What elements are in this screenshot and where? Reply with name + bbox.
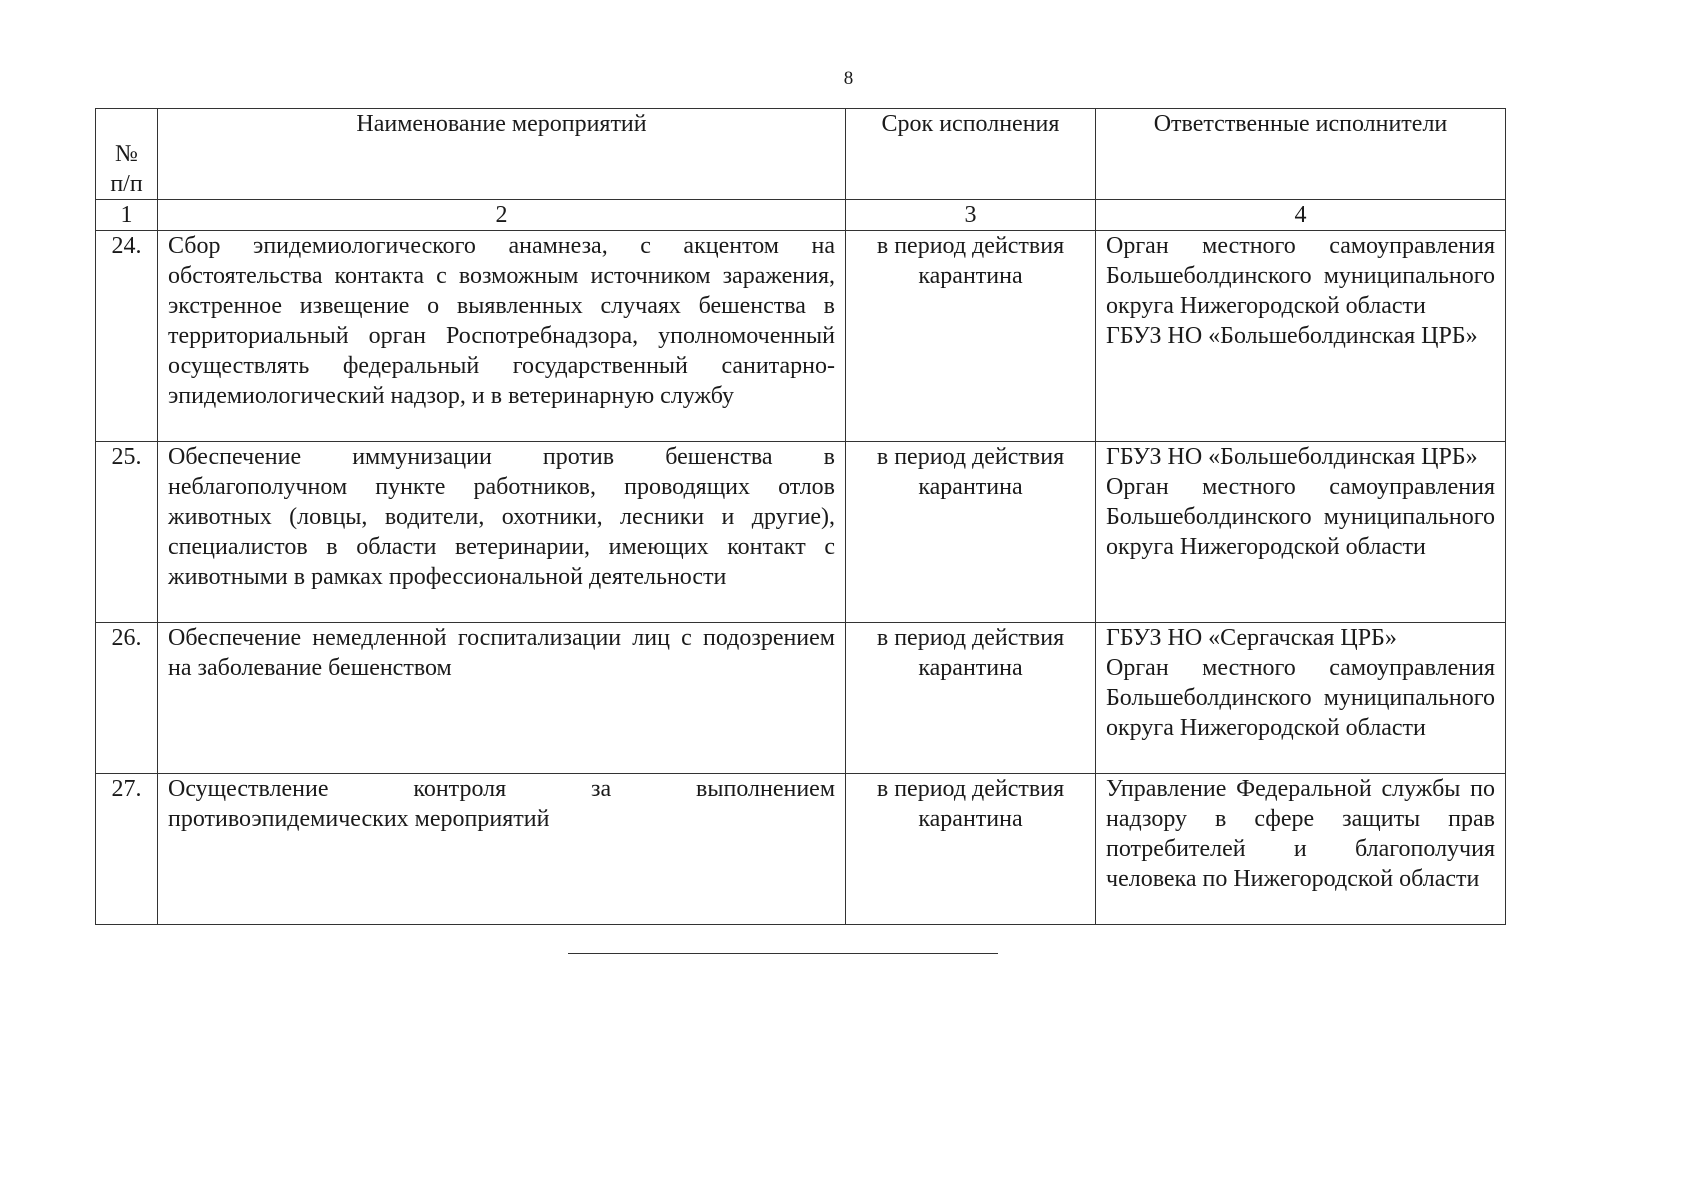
row-number: 26. bbox=[96, 623, 158, 774]
header-responsible: Ответственные исполнители bbox=[1096, 109, 1506, 200]
responsible-executor: ГБУЗ НО «Большеболдинская ЦРБ» bbox=[1106, 323, 1478, 349]
responsible-executor: Орган местного самоуправления Большеболдинского муниципального округа Нижегородской области bbox=[1106, 655, 1495, 741]
responsible-executors bbox=[1096, 774, 1506, 925]
header-name: Наименование мероприятий bbox=[158, 109, 846, 200]
page-number: 8 bbox=[843, 68, 854, 89]
table-row bbox=[96, 774, 1506, 925]
responsible-executor: Орган местного самоуправления Большеболдинского муниципального округа Нижегородской области bbox=[1106, 233, 1495, 319]
column-index: 2 bbox=[158, 200, 846, 231]
responsible-executor: Управление Федеральной службы по надзору в сфере защиты прав потребителей и благополучия человека по Нижегородской области bbox=[1106, 776, 1495, 892]
measure-name: Обеспечение иммунизации против бешенства в неблагополучном пункте работников, проводящих отлов животных (ловцы, водители, охотники, лесники и другие), специалистов в области ветеринарии, имеющих контакт с животными в рамках профессиональной деятельности bbox=[158, 442, 846, 623]
table-header-row bbox=[96, 109, 1506, 200]
measure-name: Сбор эпидемиологического анамнеза, с акцентом на обстоятельства контакта с возможным источником заражения, экстренное извещение о выявленных случаях бешенства в территориальный орган Роспотребнадзора, уполномоченный осуществлять федеральный государственный санитарно-эпидемиологический надзор, и в ветеринарную службу bbox=[158, 231, 846, 442]
header-term: Срок исполнения bbox=[846, 109, 1096, 200]
execution-term: в период действия карантина bbox=[846, 774, 1096, 925]
execution-term: в период действия карантина bbox=[846, 442, 1096, 623]
header-number bbox=[96, 109, 158, 200]
table-row bbox=[96, 442, 1506, 623]
responsible-executors bbox=[1096, 231, 1506, 442]
responsible-executor: ГБУЗ НО «Большеболдинская ЦРБ» bbox=[1106, 444, 1478, 470]
table-row bbox=[96, 231, 1506, 442]
column-index-row bbox=[96, 200, 1506, 231]
row-number: 24. bbox=[96, 231, 158, 442]
execution-term: в период действия карантина bbox=[846, 623, 1096, 774]
row-number: 25. bbox=[96, 442, 158, 623]
header-number-symbol: № bbox=[115, 141, 138, 167]
header-number-abbrev: п/п bbox=[110, 171, 143, 197]
column-index: 4 bbox=[1096, 200, 1506, 231]
column-index: 3 bbox=[846, 200, 1096, 231]
column-index: 1 bbox=[96, 200, 158, 231]
row-number: 27. bbox=[96, 774, 158, 925]
responsible-executors bbox=[1096, 442, 1506, 623]
responsible-executors bbox=[1096, 623, 1506, 774]
measure-name: Обеспечение немедленной госпитализации лиц с подозрением на заболевание бешенством bbox=[158, 623, 846, 774]
responsible-executor: Орган местного самоуправления Большеболдинского муниципального округа Нижегородской области bbox=[1106, 474, 1495, 560]
measures-table bbox=[95, 108, 1506, 925]
closing-rule bbox=[568, 953, 998, 954]
measure-name: Осуществление контроля за выполнением противоэпидемических мероприятий bbox=[158, 774, 846, 925]
execution-term: в период действия карантина bbox=[846, 231, 1096, 442]
responsible-executor: ГБУЗ НО «Сергачская ЦРБ» bbox=[1106, 625, 1397, 651]
table-row bbox=[96, 623, 1506, 774]
